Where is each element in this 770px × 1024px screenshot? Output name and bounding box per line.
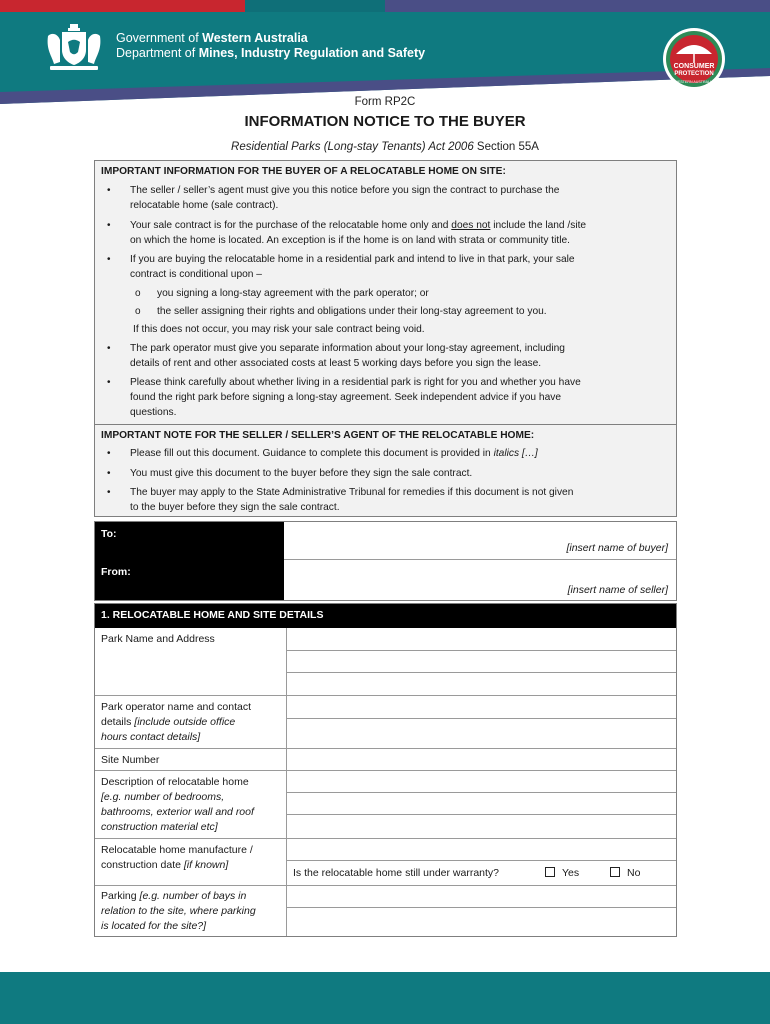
form-subtitle: Residential Parks (Long-stay Tenants) Act 2006 Section 55A [231, 141, 539, 153]
form-title: INFORMATION NOTICE TO THE BUYER [244, 113, 526, 130]
footer-band [0, 972, 770, 1024]
bullet-marker: • [107, 448, 111, 459]
to-from-label-column [95, 522, 284, 600]
to-from-divider [284, 559, 676, 560]
seller-bullet-1: Please fill out this document. Guidance to complete this document is provided in italics […] [130, 448, 538, 459]
warranty-question: Is the relocatable home still under warranty? [293, 867, 500, 879]
buyer-bullet-4: The park operator must give you separate information about your long-stay agreement, including details of rent and other associated costs at least 5 working days before you sign the lease. [130, 343, 565, 369]
sub-bullet-marker: o [135, 306, 141, 317]
bullet-marker: • [107, 487, 111, 498]
from-name-field[interactable]: [insert name of seller] [567, 584, 668, 596]
row-line [286, 792, 676, 793]
buyer-bullet-5: Please think carefully about whether living in a residential park is right for you and whether you have found the right park before signing a long-stay agreement. Seek independent advice if you have questions. [130, 377, 581, 418]
badge-text-consumer: CONSUMER [673, 63, 715, 70]
seller-bullet-2: You must give this document to the buyer before they sign the sale contract. [130, 468, 473, 479]
sub-bullet-2: the seller assigning their rights and obligations under their long-stay agreement to you. [157, 306, 547, 317]
description-label: Description of relocatable home [e.g. number of bedrooms, bathrooms, exterior wall and roof construction material etc] [101, 776, 254, 833]
stripe-indigo [385, 0, 770, 12]
to-label: To: [101, 528, 117, 540]
buyer-bullet-3: If you are buying the relocatable home in a residential park and intend to live in that park, your sale contract is conditional upon – [130, 254, 575, 280]
row-line [95, 885, 676, 886]
sub-bullet-marker: o [135, 288, 141, 299]
row-line [286, 718, 676, 719]
buyer-bullet-2: Your sale contract is for the purchase of the relocatable home only and does not include the land /site on which the home is located. An exception is if the home is on land with strata or community title. [130, 220, 587, 246]
bullet-marker: • [107, 220, 111, 231]
park-name-label: Park Name and Address [101, 633, 215, 645]
dept-line: Department of Mines, Industry Regulation and Safety [116, 46, 426, 60]
row-line [286, 814, 676, 815]
bullet-marker: • [107, 377, 111, 388]
row-line [95, 770, 676, 771]
row-line [286, 650, 676, 651]
seller-info-heading: IMPORTANT NOTE FOR THE SELLER / SELLER’S AGENT OF THE RELOCATABLE HOME: [101, 430, 535, 441]
seller-bullet-3: The buyer may apply to the State Administrative Tribunal for remedies if this document is not given to the buyer before they sign the sale contract. [130, 487, 574, 513]
stripe-teal [245, 0, 385, 12]
gov-line: Government of Western Australia [116, 31, 308, 45]
column-divider [286, 628, 287, 936]
stripe-red [0, 0, 245, 12]
parking-label: Parking [e.g. number of bays in relation to the site, where parking is located for the site?] [101, 890, 256, 932]
bullet-marker: • [107, 468, 111, 479]
row-line [95, 695, 676, 696]
void-note: If this does not occur, you may risk your sale contract being void. [133, 324, 425, 335]
bullet-marker: • [107, 343, 111, 354]
row-line [286, 907, 676, 908]
to-name-field[interactable]: [insert name of buyer] [566, 542, 668, 554]
warranty-yes-label: Yes [562, 867, 580, 879]
warranty-yes-checkbox[interactable] [545, 867, 555, 877]
operator-label: Park operator name and contact details [include outside office hours contact details] [101, 701, 252, 743]
bullet-marker: • [107, 254, 111, 265]
section-1-table [94, 603, 677, 937]
buyer-bullet-1: The seller / seller’s agent must give you this notice before you sign the contract to purchase the relocatable home (sale contract). [130, 185, 560, 211]
row-line [286, 672, 676, 673]
section-1-header: 1. RELOCATABLE HOME AND SITE DETAILS [95, 604, 676, 628]
from-label: From: [101, 566, 131, 578]
row-line [95, 838, 676, 839]
important-info-box [94, 160, 677, 517]
form-code: Form RP2C [354, 96, 416, 108]
info-box-divider [95, 424, 676, 425]
site-number-label: Site Number [101, 754, 160, 766]
agency-name-block [116, 31, 425, 61]
buyer-info-heading: IMPORTANT INFORMATION FOR THE BUYER OF A RELOCATABLE HOME ON SITE: [101, 166, 506, 177]
row-line [95, 748, 676, 749]
consumer-protection-badge [662, 27, 726, 91]
manufacture-date-label: Relocatable home manufacture / construction date [if known] [101, 844, 253, 871]
badge-text-wa: WESTERN AUSTRALIA [674, 80, 714, 84]
bullet-marker: • [107, 185, 111, 196]
sub-bullet-1: you signing a long-stay agreement with the park operator; or [157, 288, 429, 299]
wa-crest-logo [44, 22, 104, 74]
warranty-no-checkbox[interactable] [610, 867, 620, 877]
warranty-no-label: No [627, 867, 641, 879]
top-color-stripe [0, 0, 770, 12]
row-line [286, 860, 676, 861]
badge-text-protection: PROTECTION [674, 71, 714, 77]
to-from-table [94, 521, 677, 601]
